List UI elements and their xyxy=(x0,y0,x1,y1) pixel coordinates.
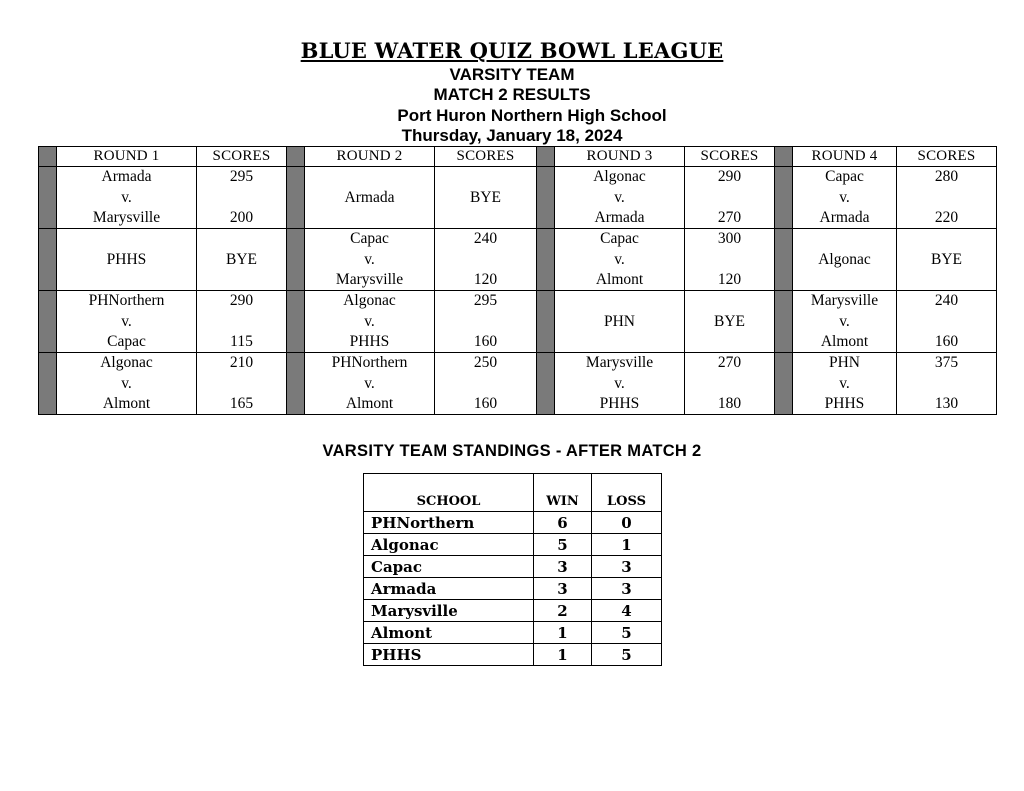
matchup xyxy=(793,291,896,352)
score-cell xyxy=(685,167,775,229)
win-count: 3 xyxy=(534,578,592,600)
loss-header: LOSS xyxy=(592,474,662,512)
score-cell xyxy=(435,353,537,415)
match-row xyxy=(39,167,997,229)
standings-row xyxy=(364,600,662,622)
score-pair xyxy=(685,353,774,414)
divider-bar xyxy=(775,167,793,229)
team-name: PHHS xyxy=(824,395,865,412)
divider-bar xyxy=(287,147,305,167)
divider-bar xyxy=(537,147,555,167)
versus-label: v. xyxy=(614,374,625,392)
versus-label: v. xyxy=(121,374,132,392)
team-score: 120 xyxy=(473,271,498,288)
team-score: 220 xyxy=(934,209,959,226)
matchup xyxy=(305,353,434,414)
scores-header: SCORES xyxy=(197,147,287,167)
team-name: Almont xyxy=(595,271,644,288)
team-name: Almont xyxy=(345,395,394,412)
spacer xyxy=(685,250,774,270)
matchup-cell xyxy=(305,167,435,229)
standings-row xyxy=(364,534,662,556)
divider-bar xyxy=(537,167,555,229)
team-score: 160 xyxy=(934,333,959,350)
spacer xyxy=(435,374,536,394)
standings-row xyxy=(364,556,662,578)
versus-label: v. xyxy=(614,250,625,268)
divider-bar xyxy=(39,291,57,353)
win-count: 3 xyxy=(534,556,592,578)
score-cell xyxy=(685,291,775,353)
school-name: Algonac xyxy=(364,534,534,556)
divider-bar xyxy=(39,147,57,167)
team-score: 295 xyxy=(473,292,498,309)
score-pair xyxy=(897,353,996,414)
divider-bar xyxy=(39,167,57,229)
school-name: Almont xyxy=(364,622,534,644)
standings-table xyxy=(363,473,662,666)
matchup-cell xyxy=(555,291,685,353)
team-name: Marysville xyxy=(810,292,879,309)
matchup xyxy=(57,167,196,228)
versus-label: v. xyxy=(839,312,850,330)
score-cell xyxy=(435,291,537,353)
matchup-cell xyxy=(793,229,897,291)
divider-bar xyxy=(537,229,555,291)
scores-header: SCORES xyxy=(685,147,775,167)
team-name: PHHS xyxy=(599,395,640,412)
standings-row xyxy=(364,644,662,666)
team-name: Armada xyxy=(344,188,395,206)
win-count: 1 xyxy=(534,644,592,666)
spacer xyxy=(897,188,996,208)
divider-bar xyxy=(775,353,793,415)
match-date: Thursday, January 18, 2024 xyxy=(401,126,623,145)
team-score: 270 xyxy=(717,354,742,371)
team-name: Algonac xyxy=(100,354,153,371)
loss-count: 1 xyxy=(592,534,662,556)
matchup xyxy=(555,167,684,228)
team-name: Capac xyxy=(600,230,639,247)
divider-bar xyxy=(39,353,57,415)
score-pair xyxy=(435,291,536,352)
team-name: PHN xyxy=(828,354,860,371)
divider-bar xyxy=(287,291,305,353)
team-name: PHHS xyxy=(106,250,147,268)
matchup-cell xyxy=(305,353,435,415)
score-pair xyxy=(897,167,996,228)
loss-count: 5 xyxy=(592,644,662,666)
team-score: 240 xyxy=(934,292,959,309)
score-cell xyxy=(197,291,287,353)
loss-count: 3 xyxy=(592,578,662,600)
league-title: BLUE WATER QUIZ BOWL LEAGUE xyxy=(300,38,724,63)
score-cell xyxy=(435,229,537,291)
school-header: SCHOOL xyxy=(364,474,534,512)
school-name: Marysville xyxy=(364,600,534,622)
school-name: PHNorthern xyxy=(364,512,534,534)
school-name: Armada xyxy=(364,578,534,600)
matchup xyxy=(793,167,896,228)
matchup xyxy=(305,229,434,290)
round-header: ROUND 2 xyxy=(305,147,435,167)
matchup-cell xyxy=(555,353,685,415)
team-name: Capac xyxy=(107,333,146,350)
versus-label: v. xyxy=(121,312,132,330)
team-name: Capac xyxy=(350,230,389,247)
score-pair xyxy=(197,167,286,228)
standings-header-row xyxy=(364,474,662,512)
versus-label: v. xyxy=(364,374,375,392)
spacer xyxy=(435,312,536,332)
team-name: Marysville xyxy=(585,354,654,371)
matchup-cell xyxy=(57,353,197,415)
spacer xyxy=(897,374,996,394)
spacer xyxy=(197,312,286,332)
match-name: MATCH 2 RESULTS xyxy=(433,85,591,104)
divider-bar xyxy=(775,147,793,167)
score-cell xyxy=(435,167,537,229)
loss-count: 3 xyxy=(592,556,662,578)
team-score: 280 xyxy=(934,168,959,185)
venue: Port Huron Northern High School xyxy=(397,106,667,125)
divider-bar xyxy=(537,353,555,415)
team-name: PHHS xyxy=(349,333,390,350)
versus-label: v. xyxy=(364,312,375,330)
team-name: PHNorthern xyxy=(88,292,165,309)
team-score: 120 xyxy=(717,271,742,288)
team-name: Marysville xyxy=(92,209,161,226)
round-header: ROUND 1 xyxy=(57,147,197,167)
versus-label: v. xyxy=(614,188,625,206)
score-pair xyxy=(685,167,774,228)
matchup-cell xyxy=(305,229,435,291)
standings-row xyxy=(364,512,662,534)
matchup-cell xyxy=(57,229,197,291)
team-name: Capac xyxy=(825,168,864,185)
matchup-cell xyxy=(793,291,897,353)
spacer xyxy=(197,374,286,394)
loss-count: 5 xyxy=(592,622,662,644)
score-pair xyxy=(685,229,774,290)
matchup-cell xyxy=(57,291,197,353)
versus-label: v. xyxy=(839,374,850,392)
score-cell xyxy=(897,353,997,415)
bye-score: BYE xyxy=(226,250,257,268)
team-score: 290 xyxy=(717,168,742,185)
score-cell xyxy=(897,291,997,353)
team-name: Algonac xyxy=(593,168,646,185)
round-header: ROUND 3 xyxy=(555,147,685,167)
team-score: 165 xyxy=(229,395,254,412)
versus-label: v. xyxy=(839,188,850,206)
matchup xyxy=(555,353,684,414)
matchup xyxy=(57,353,196,414)
score-cell xyxy=(897,167,997,229)
divider-bar xyxy=(287,167,305,229)
bye-score: BYE xyxy=(931,250,962,268)
round-header: ROUND 4 xyxy=(793,147,897,167)
team-score: 160 xyxy=(473,333,498,350)
spacer xyxy=(435,250,536,270)
divider-bar xyxy=(287,229,305,291)
school-name: PHHS xyxy=(364,644,534,666)
loss-count: 0 xyxy=(592,512,662,534)
team-score: 160 xyxy=(473,395,498,412)
team-name: Marysville xyxy=(335,271,404,288)
team-score: 240 xyxy=(473,230,498,247)
match-row xyxy=(39,229,997,291)
team-score: 115 xyxy=(230,333,253,350)
score-pair xyxy=(197,291,286,352)
matchup-cell xyxy=(57,167,197,229)
win-count: 2 xyxy=(534,600,592,622)
school-name: Capac xyxy=(364,556,534,578)
win-header: WIN xyxy=(534,474,592,512)
spacer xyxy=(685,188,774,208)
matchup xyxy=(555,229,684,290)
team-level: VARSITY TEAM xyxy=(449,65,575,84)
score-cell xyxy=(897,229,997,291)
spacer xyxy=(685,374,774,394)
bye-score: BYE xyxy=(470,188,501,206)
match-results-table xyxy=(38,146,997,415)
divider-bar xyxy=(39,229,57,291)
team-name: Almont xyxy=(820,333,869,350)
score-cell xyxy=(197,353,287,415)
versus-label: v. xyxy=(364,250,375,268)
score-cell xyxy=(685,353,775,415)
standings-row xyxy=(364,578,662,600)
team-score: 295 xyxy=(229,168,254,185)
scores-header: SCORES xyxy=(435,147,537,167)
score-pair xyxy=(435,353,536,414)
standings-row xyxy=(364,622,662,644)
win-count: 5 xyxy=(534,534,592,556)
score-pair xyxy=(435,229,536,290)
divider-bar xyxy=(775,291,793,353)
team-score: 290 xyxy=(229,292,254,309)
team-name: Algonac xyxy=(818,250,871,268)
team-name: PHNorthern xyxy=(331,354,408,371)
team-score: 130 xyxy=(934,395,959,412)
matchup-cell xyxy=(555,167,685,229)
team-score: 200 xyxy=(229,209,254,226)
score-cell xyxy=(197,229,287,291)
score-pair xyxy=(897,291,996,352)
match-row xyxy=(39,353,997,415)
matchup-cell xyxy=(793,167,897,229)
score-cell xyxy=(197,167,287,229)
standings-title: VARSITY TEAM STANDINGS - AFTER MATCH 2 xyxy=(322,442,702,460)
matchup xyxy=(793,353,896,414)
bye-score: BYE xyxy=(714,312,745,330)
matchup-cell xyxy=(305,291,435,353)
team-name: Almont xyxy=(102,395,151,412)
divider-bar xyxy=(537,291,555,353)
team-score: 300 xyxy=(717,230,742,247)
team-score: 180 xyxy=(717,395,742,412)
team-score: 250 xyxy=(473,354,498,371)
win-count: 6 xyxy=(534,512,592,534)
matchup xyxy=(305,291,434,352)
team-score: 375 xyxy=(934,354,959,371)
team-name: Algonac xyxy=(343,292,396,309)
results-header-row xyxy=(39,147,997,167)
team-score: 270 xyxy=(717,209,742,226)
team-name: PHN xyxy=(603,312,635,330)
score-pair xyxy=(197,353,286,414)
team-name: Armada xyxy=(819,209,870,226)
matchup-cell xyxy=(555,229,685,291)
versus-label: v. xyxy=(121,188,132,206)
win-count: 1 xyxy=(534,622,592,644)
match-row xyxy=(39,291,997,353)
scores-header: SCORES xyxy=(897,147,997,167)
matchup xyxy=(57,291,196,352)
divider-bar xyxy=(775,229,793,291)
loss-count: 4 xyxy=(592,600,662,622)
divider-bar xyxy=(287,353,305,415)
team-score: 210 xyxy=(229,354,254,371)
spacer xyxy=(897,312,996,332)
spacer xyxy=(197,188,286,208)
score-cell xyxy=(685,229,775,291)
team-name: Armada xyxy=(594,209,645,226)
matchup-cell xyxy=(793,353,897,415)
team-name: Armada xyxy=(101,168,152,185)
